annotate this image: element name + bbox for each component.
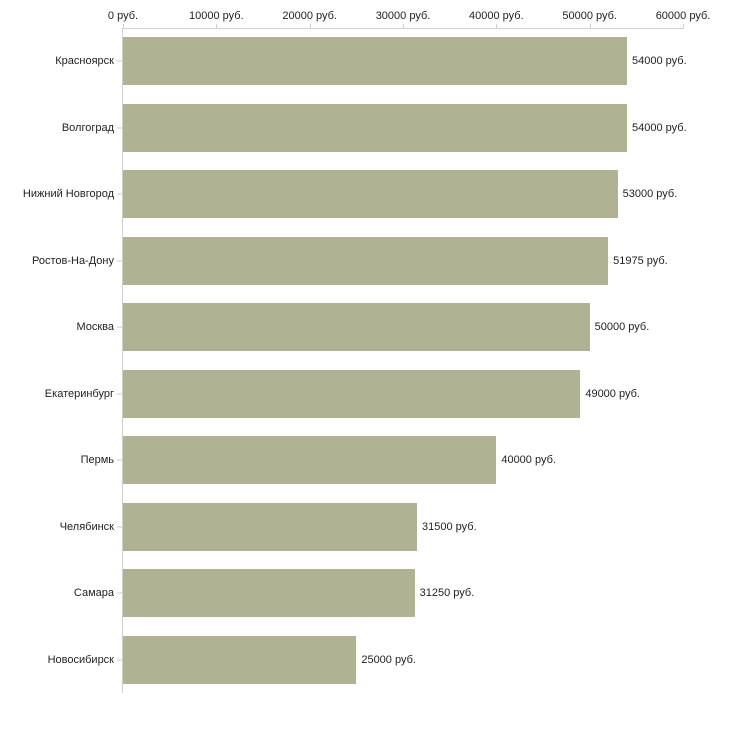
y-tick-mark xyxy=(117,194,122,195)
category-label: Волгоград xyxy=(61,121,114,134)
bar-row xyxy=(0,161,730,228)
bar[interactable] xyxy=(123,636,356,684)
category-label: Москва xyxy=(76,321,114,334)
bar-value-label: 25000 руб. xyxy=(361,653,416,666)
bar-row xyxy=(0,95,730,162)
bar[interactable] xyxy=(123,37,627,85)
category-label: Нижний Новгород xyxy=(22,188,114,201)
bar-value-label: 54000 руб. xyxy=(632,121,687,134)
bar-value-label: 51975 руб. xyxy=(613,254,668,267)
bar-value-label: 40000 руб. xyxy=(501,454,556,467)
y-tick-mark xyxy=(117,393,122,394)
bar-value-label: 53000 руб. xyxy=(622,188,678,201)
bar[interactable] xyxy=(123,237,608,285)
category-label: Ростов-На-Дону xyxy=(31,254,114,267)
category-label: Пермь xyxy=(80,454,114,467)
category-label: Новосибирск xyxy=(47,653,114,666)
bar-row xyxy=(0,627,730,694)
bar-value-label: 54000 руб. xyxy=(632,55,687,68)
bar-value-label: 50000 руб. xyxy=(594,321,650,334)
y-tick-mark xyxy=(117,593,122,594)
x-tick-label: 40000 руб. xyxy=(469,10,524,22)
bar-row xyxy=(0,560,730,627)
bar-value-label: 31500 руб. xyxy=(422,520,477,533)
bar[interactable] xyxy=(123,370,580,418)
y-tick-mark xyxy=(117,526,122,527)
y-tick-mark xyxy=(117,460,122,461)
category-label: Самара xyxy=(73,587,114,600)
y-tick-mark xyxy=(117,61,122,62)
x-tick-label: 30000 руб. xyxy=(375,10,431,22)
bar[interactable] xyxy=(123,569,415,617)
bar[interactable] xyxy=(123,303,590,351)
y-tick-mark xyxy=(117,659,122,660)
y-tick-mark xyxy=(117,260,122,261)
bar[interactable] xyxy=(123,170,618,218)
x-tick-label: 10000 руб. xyxy=(189,10,244,22)
bar-row xyxy=(0,427,730,494)
bar-row xyxy=(0,494,730,561)
category-label: Екатеринбург xyxy=(44,387,114,400)
x-tick-label: 60000 руб. xyxy=(655,10,711,22)
category-label: Челябинск xyxy=(59,520,114,533)
x-tick-label: 20000 руб. xyxy=(282,10,337,22)
bar[interactable] xyxy=(123,436,496,484)
bar-row xyxy=(0,361,730,428)
y-tick-mark xyxy=(117,127,122,128)
x-tick-label: 0 руб. xyxy=(107,10,139,22)
bar-row xyxy=(0,228,730,295)
y-tick-mark xyxy=(117,327,122,328)
bar[interactable] xyxy=(123,503,417,551)
bar-row xyxy=(0,28,730,95)
category-label: Красноярск xyxy=(55,55,114,68)
x-tick-label: 50000 руб. xyxy=(562,10,617,22)
bar-row xyxy=(0,294,730,361)
bar-value-label: 31250 руб. xyxy=(419,587,475,600)
bar[interactable] xyxy=(123,104,627,152)
bar-value-label: 49000 руб. xyxy=(585,387,640,400)
